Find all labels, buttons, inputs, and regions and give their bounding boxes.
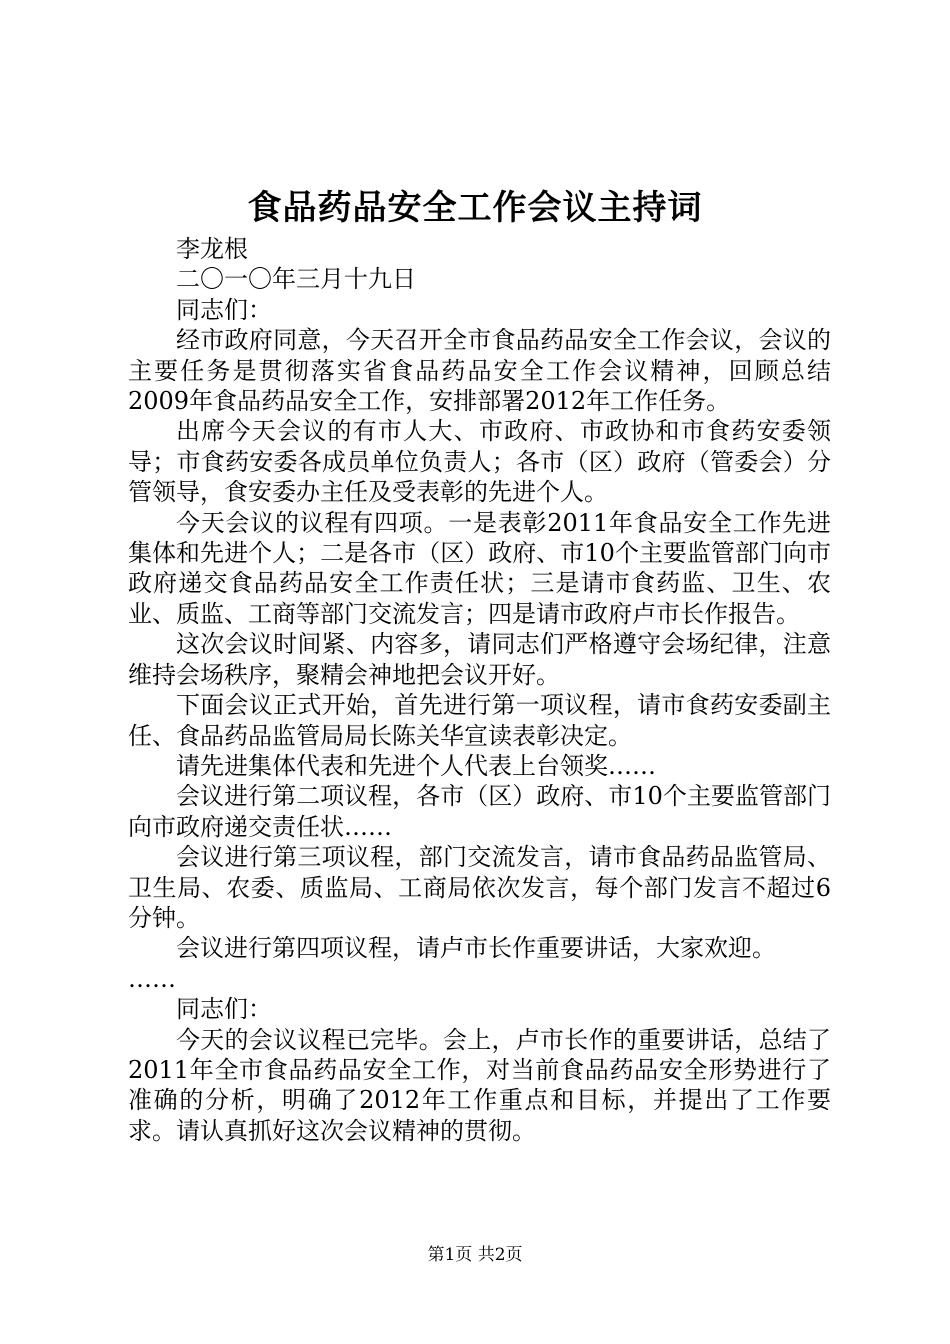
paragraph: 会议进行第三项议程，部门交流发言，请市食品药品监管局、卫生局、农委、质监局、工商局依次发言，每个部门发言不超过6分钟。 bbox=[128, 843, 831, 932]
paragraph: 今天的会议议程已完毕。会上，卢市长作的重要讲话，总结了2011年全市食品药品安全工作，对当前食品药品安全形势进行了准确的分析，明确了2012年工作重点和目标，并提出了工作要求。请认真抓好这次会议精神的贯彻。 bbox=[128, 1025, 831, 1145]
paragraph: 下面会议正式开始，首先进行第一项议程，请市食药安委副主任、食品药品监管局局长陈关华宣读表彰决定。 bbox=[128, 691, 831, 750]
salutation: 同志们： bbox=[176, 295, 272, 324]
date-line: 二〇一〇年三月十九日 bbox=[176, 265, 416, 294]
page-footer: 第1页 共2页 bbox=[427, 1245, 523, 1265]
salutation: 同志们： bbox=[176, 995, 272, 1024]
paragraph: 会议进行第四项议程，请卢市长作重要讲话，大家欢迎。 bbox=[176, 934, 776, 963]
ellipsis-line: …… bbox=[128, 964, 176, 993]
author-line: 李龙根 bbox=[176, 235, 248, 263]
paragraph: 今天会议的议程有四项。一是表彰2011年食品安全工作先进集体和先进个人；二是各市（区）政府、市10个主要监管部门向市政府递交食品药品安全工作责任状；三是请市食药监、卫生、农业、质监、工商等部门交流发言；四是请市政府卢市长作报告。 bbox=[128, 508, 831, 628]
paragraph: 会议进行第二项议程，各市（区）政府、市10个主要监管部门向市政府递交责任状…… bbox=[128, 782, 831, 841]
paragraph: 出席今天会议的有市人大、市政府、市政协和市食药安委领导；市食药安委各成员单位负责人；各市（区）政府（管委会）分管领导，食安委办主任及受表彰的先进个人。 bbox=[128, 417, 831, 507]
document-body bbox=[128, 234, 831, 1146]
paragraph: 经市政府同意，今天召开全市食品药品安全工作会议，会议的主要任务是贯彻落实省食品药品安全工作会议精神，回顾总结2009年食品药品安全工作，安排部署2012年工作任务。 bbox=[128, 326, 831, 416]
document-title: 食品药品安全工作会议主持词 bbox=[247, 188, 703, 228]
paragraph: 这次会议时间紧、内容多，请同志们严格遵守会场纪律，注意维持会场秩序，聚精会神地把会议开好。 bbox=[128, 630, 831, 689]
paragraph: 请先进集体代表和先进个人代表上台领奖…… bbox=[176, 751, 656, 780]
